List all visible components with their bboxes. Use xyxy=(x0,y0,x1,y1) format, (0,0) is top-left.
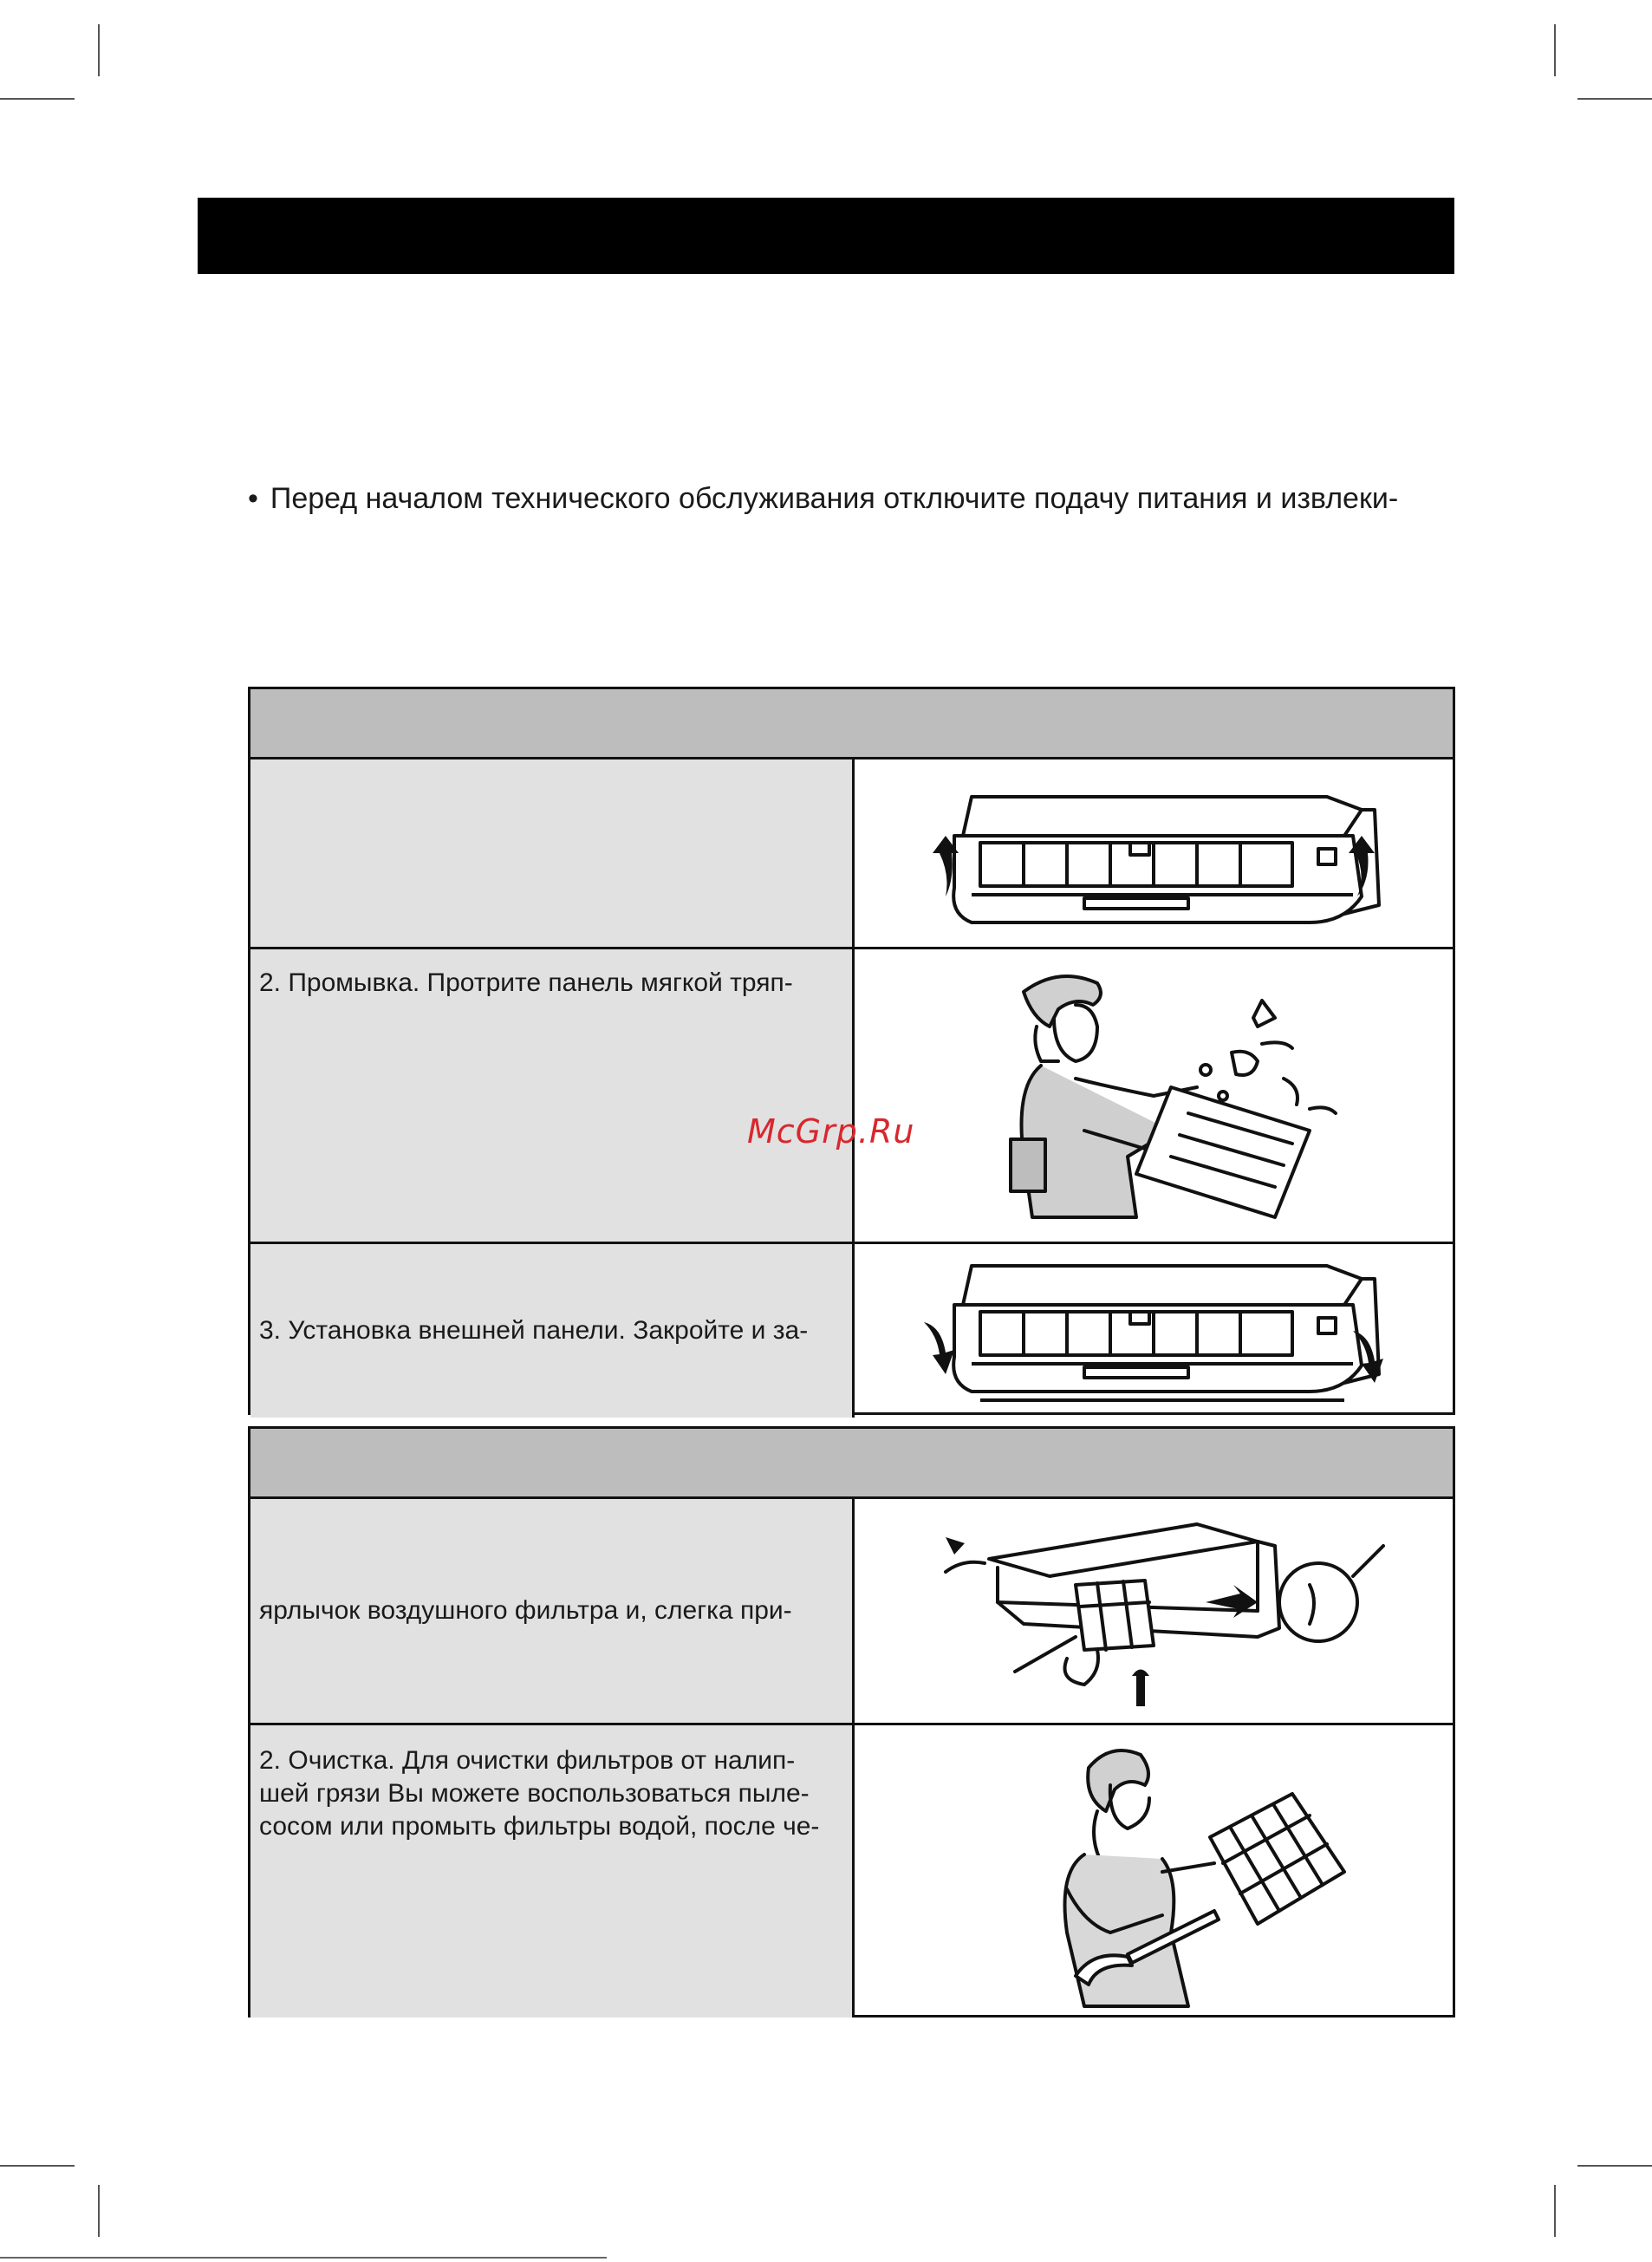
panel-maintenance-table xyxy=(248,687,1455,1415)
crop-mark xyxy=(0,2165,75,2167)
step-text xyxy=(250,1725,855,2018)
table-header xyxy=(250,1429,1453,1499)
ac-unit-opening-panel-icon xyxy=(911,775,1396,931)
illustration-cell xyxy=(855,1244,1453,1418)
illustration-cell xyxy=(855,1499,1453,1723)
ac-unit-removing-filter-icon xyxy=(911,1507,1396,1715)
table-row xyxy=(250,949,1453,1244)
filter-maintenance-table xyxy=(248,1426,1455,2018)
bottom-rule xyxy=(0,2257,607,2259)
intro-bullet xyxy=(248,482,1398,516)
step-text: 3. Установка внешней панели. Закройте и за- xyxy=(250,1244,855,1418)
illustration-cell xyxy=(855,949,1453,1242)
step-text xyxy=(250,759,855,947)
ac-unit-closing-panel-icon xyxy=(911,1253,1396,1409)
step-text-line: 2. Очистка. Для очистки фильтров от налип- xyxy=(259,1746,796,1775)
intro-text: Перед началом технического обслуживания отключите подачу питания и извлеки- xyxy=(270,482,1399,515)
illustration-cell xyxy=(855,759,1453,947)
table-row xyxy=(250,1499,1453,1725)
illustration-cell xyxy=(855,1725,1453,2018)
table-row xyxy=(250,1244,1453,1418)
person-vacuuming-filter-icon xyxy=(911,1733,1396,2011)
step-text-line: сосом или промыть фильтры водой, после че- xyxy=(259,1812,820,1841)
crop-mark xyxy=(1554,2185,1556,2237)
table-row xyxy=(250,759,1453,949)
step-text-line: шей грязи Вы можете воспользоваться пыле- xyxy=(259,1779,810,1808)
table-row xyxy=(250,1725,1453,2018)
crop-mark xyxy=(1554,24,1556,76)
watermark: McGrp.Ru xyxy=(747,1112,915,1151)
person-washing-panel-icon xyxy=(911,957,1396,1235)
table-header xyxy=(250,689,1453,759)
step-text-line: ярлычок воздушного фильтра и, слегка при- xyxy=(259,1596,792,1625)
step-text: 2. Промывка. Протрите панель мягкой тряп- xyxy=(250,949,855,1242)
crop-mark xyxy=(98,24,100,76)
crop-mark xyxy=(1577,98,1652,100)
crop-mark xyxy=(0,98,75,100)
step-text xyxy=(250,1499,855,1723)
crop-mark xyxy=(98,2185,100,2237)
bullet-dot: • xyxy=(248,482,258,515)
crop-mark xyxy=(1577,2165,1652,2167)
section-header-bar xyxy=(198,198,1454,274)
